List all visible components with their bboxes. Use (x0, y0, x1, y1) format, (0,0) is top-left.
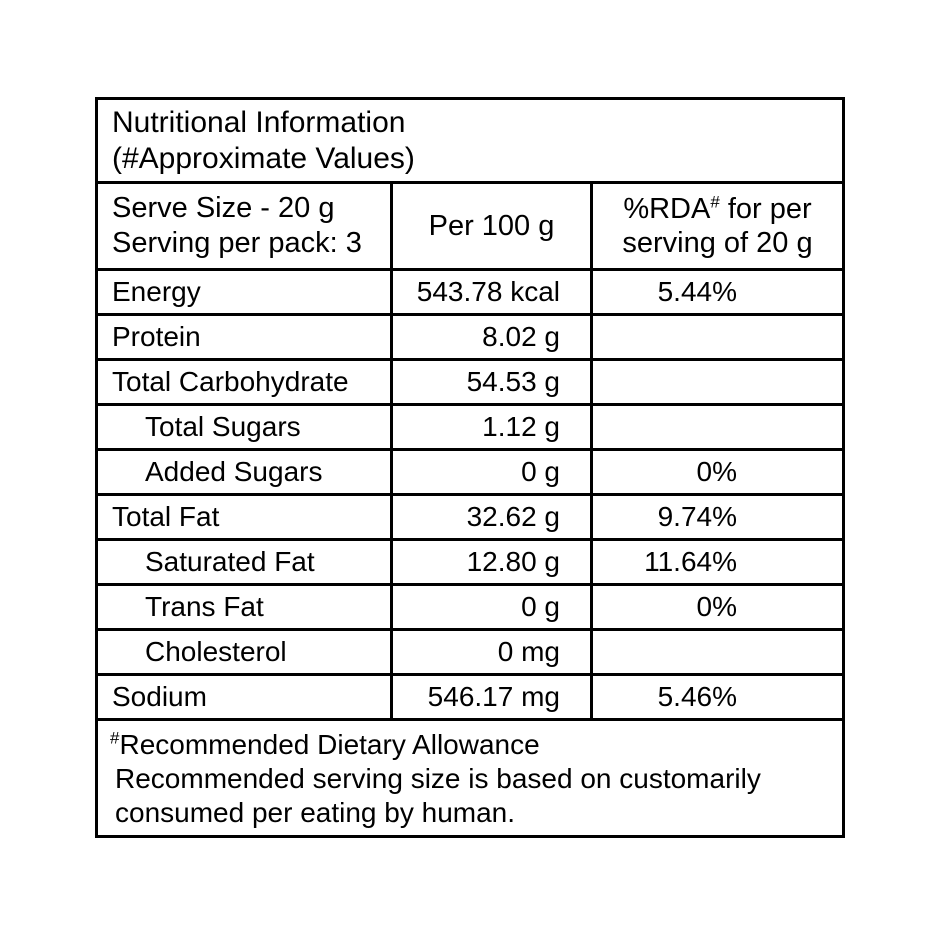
trans-fat-per100-value: 0 g (393, 586, 593, 628)
table-title-line2: (#Approximate Values) (112, 142, 415, 175)
serve-size-line2: Serving per pack: 3 (112, 227, 362, 259)
trans-fat-rda-value: 0% (696, 591, 737, 622)
table-row-total-sugars (98, 406, 842, 451)
energy-per100-value: 543.78 kcal (393, 271, 593, 313)
total-carbohydrate-label: Total Carbohydrate (98, 361, 393, 403)
rda-header-line1 (593, 192, 842, 226)
added-sugars-label: Added Sugars (98, 451, 393, 493)
saturated-fat-label: Saturated Fat (98, 541, 393, 583)
table-row-trans-fat (98, 586, 842, 631)
footnote-line3: consumed per eating by human. (115, 797, 516, 828)
energy-label: Energy (98, 271, 393, 313)
serve-size-header (98, 184, 393, 268)
saturated-fat-per100-value: 12.80 g (393, 541, 593, 583)
sodium-rda-value: 5.46% (657, 681, 737, 712)
total-fat-per100-value: 32.62 g (393, 496, 593, 538)
footnote-line1 (110, 728, 828, 762)
protein-per100-value: 8.02 g (393, 316, 593, 358)
column-header-row (98, 184, 842, 271)
table-row-cholesterol (98, 631, 842, 676)
table-row-protein (98, 316, 842, 361)
per-100g-label: Per 100 g (428, 209, 555, 242)
rda-prefix: %RDA (623, 193, 711, 225)
saturated-fat-rda-value: 11.64% (644, 546, 737, 577)
footnote-line1-text: Recommended Dietary Allowance (119, 729, 540, 760)
total-fat-rda-value: 9.74% (657, 501, 737, 532)
nutrition-table (95, 97, 845, 838)
cholesterol-label: Cholesterol (98, 631, 393, 673)
per-100g-header (393, 184, 593, 268)
energy-rda-value: 5.44% (657, 276, 737, 307)
added-sugars-per100-value: 0 g (393, 451, 593, 493)
footnote-line2: Recommended serving size is based on customarily (115, 763, 761, 794)
footnote-hash-superscript: # (110, 728, 120, 748)
added-sugars-rda-value: 0% (696, 456, 737, 487)
table-row-total-fat (98, 496, 842, 541)
table-row-saturated-fat (98, 541, 842, 586)
footnote (98, 721, 842, 835)
rda-header (593, 184, 842, 268)
protein-rda-value (593, 316, 842, 358)
rda-suffix: for per (719, 193, 812, 225)
total-sugars-label: Total Sugars (98, 406, 393, 448)
sodium-label: Sodium (98, 676, 393, 718)
table-title (98, 100, 842, 184)
trans-fat-label: Trans Fat (98, 586, 393, 628)
cholesterol-per100-value: 0 mg (393, 631, 593, 673)
sodium-per100-value: 546.17 mg (393, 676, 593, 718)
total-sugars-rda-value (593, 406, 842, 448)
table-row-total-carbohydrate (98, 361, 842, 406)
total-carbohydrate-per100-value: 54.53 g (393, 361, 593, 403)
serve-size-line1: Serve Size - 20 g (112, 192, 335, 224)
table-row-added-sugars (98, 451, 842, 496)
protein-label: Protein (98, 316, 393, 358)
total-fat-label: Total Fat (98, 496, 393, 538)
total-sugars-per100-value: 1.12 g (393, 406, 593, 448)
total-carbohydrate-rda-value (593, 361, 842, 403)
rda-header-line2: serving of 20 g (622, 227, 813, 259)
cholesterol-rda-value (593, 631, 842, 673)
table-title-line1: Nutritional Information (112, 106, 406, 139)
rda-hash-superscript: # (710, 192, 720, 212)
table-row-energy (98, 271, 842, 316)
table-row-sodium (98, 676, 842, 721)
